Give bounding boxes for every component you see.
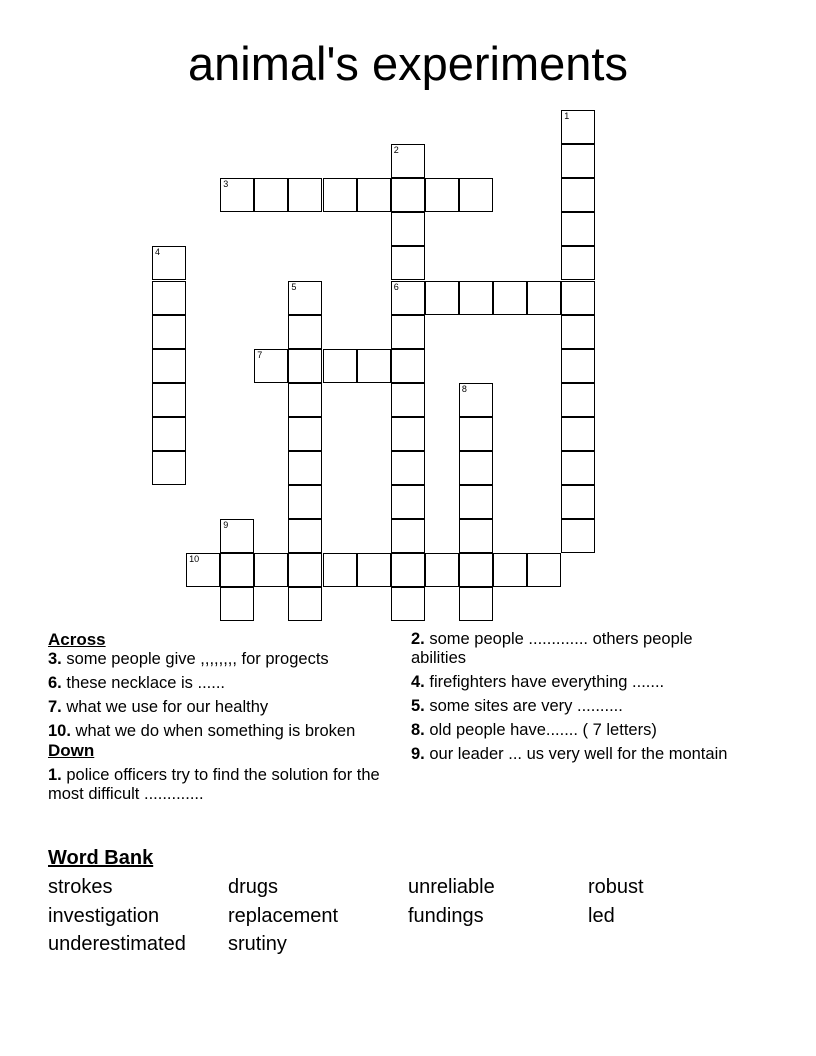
grid-cell[interactable]	[220, 519, 254, 553]
grid-cell[interactable]	[493, 553, 527, 587]
grid-cell[interactable]	[288, 417, 322, 451]
grid-cell[interactable]	[561, 417, 595, 451]
grid-cell[interactable]	[288, 281, 322, 315]
grid-cell[interactable]	[561, 212, 595, 246]
grid-cell[interactable]	[459, 281, 493, 315]
clues-left-column	[48, 630, 388, 809]
grid-cell[interactable]	[527, 281, 561, 315]
grid-cell[interactable]	[254, 178, 288, 212]
grid-cell[interactable]	[459, 383, 493, 417]
clue-text: firefighters have everything .......	[429, 673, 665, 691]
grid-cell[interactable]	[425, 281, 459, 315]
clue-number: 7.	[48, 698, 62, 716]
clue-number: 2.	[411, 630, 425, 648]
grid-cell[interactable]	[391, 281, 425, 315]
clue-number-label: 4	[155, 247, 161, 258]
grid-cell[interactable]	[561, 144, 595, 178]
grid-cell[interactable]	[186, 553, 220, 587]
down-clue	[411, 721, 731, 740]
down-clue	[411, 673, 731, 692]
grid-cell[interactable]	[288, 315, 322, 349]
clue-text: some people give ,,,,,,,, for progects	[66, 650, 329, 668]
grid-cell[interactable]	[152, 281, 186, 315]
grid-cell[interactable]	[288, 349, 322, 383]
grid-cell[interactable]	[357, 178, 391, 212]
word-bank-word: unreliable	[408, 876, 495, 898]
clue-text: some people ............. others people abilities	[411, 630, 693, 667]
grid-cell[interactable]	[357, 349, 391, 383]
grid-cell[interactable]	[323, 553, 357, 587]
grid-cell[interactable]	[561, 349, 595, 383]
word-bank-word: strokes	[48, 876, 113, 898]
word-bank-word: led	[588, 905, 615, 927]
clue-number: 6.	[48, 674, 62, 692]
across-clue	[48, 650, 388, 669]
grid-cell[interactable]	[459, 417, 493, 451]
clue-number: 8.	[411, 721, 425, 739]
clues-right-column	[411, 630, 731, 769]
grid-cell[interactable]	[288, 178, 322, 212]
word-bank-word: robust	[588, 876, 644, 898]
grid-cell[interactable]	[391, 144, 425, 178]
clue-number-label: 8	[461, 383, 467, 394]
clue-number-label: 2	[393, 145, 399, 156]
clue-number: 3.	[48, 650, 62, 668]
grid-cell[interactable]	[288, 383, 322, 417]
grid-cell[interactable]	[391, 417, 425, 451]
down-clue	[411, 697, 731, 716]
grid-cell[interactable]	[459, 451, 493, 485]
grid-cell[interactable]	[152, 349, 186, 383]
grid-cell[interactable]	[561, 110, 595, 144]
grid-cell[interactable]	[527, 553, 561, 587]
clue-number-label: 9	[223, 520, 229, 531]
clue-text: some sites are very ..........	[429, 697, 623, 715]
word-bank-word: srutiny	[228, 933, 287, 955]
grid-cell[interactable]	[459, 178, 493, 212]
clue-number-label: 3	[223, 179, 229, 190]
clue-number-label: 6	[393, 281, 399, 292]
word-bank-title: Word Bank	[48, 847, 154, 869]
clue-text: our leader ... us very well for the montain	[429, 745, 728, 763]
grid-cell[interactable]	[220, 587, 254, 621]
clue-number: 10.	[48, 722, 71, 740]
grid-cell[interactable]	[459, 553, 493, 587]
grid-cell[interactable]	[391, 178, 425, 212]
puzzle-title: animal's experiments	[188, 37, 628, 90]
down-clue	[411, 745, 731, 764]
word-bank-word: replacement	[228, 905, 339, 927]
grid-cell[interactable]	[459, 485, 493, 519]
clue-text: old people have....... ( 7 letters)	[429, 721, 657, 739]
across-clue	[48, 722, 388, 741]
grid-cell[interactable]	[220, 178, 254, 212]
clue-number-label: 1	[564, 111, 570, 121]
across-heading: Across	[48, 630, 106, 649]
grid-cell[interactable]	[391, 485, 425, 519]
grid-cell[interactable]	[152, 383, 186, 417]
clue-number: 1.	[48, 766, 62, 784]
grid-cell[interactable]	[561, 178, 595, 212]
grid-cell[interactable]	[561, 315, 595, 349]
grid-cell[interactable]	[425, 178, 459, 212]
grid-cell[interactable]	[561, 485, 595, 519]
word-bank-word: fundings	[408, 905, 484, 927]
down-clue	[411, 630, 731, 668]
clue-text: what we use for our healthy	[66, 698, 269, 716]
grid-cell[interactable]	[459, 519, 493, 553]
grid-cell[interactable]	[391, 587, 425, 621]
down-heading: Down	[48, 741, 95, 760]
grid-cell[interactable]	[391, 349, 425, 383]
grid-cell[interactable]	[323, 178, 357, 212]
down-clue	[48, 766, 388, 804]
clue-number-label: 10	[189, 554, 200, 565]
grid-cell[interactable]	[152, 417, 186, 451]
grid-cell[interactable]	[425, 553, 459, 587]
grid-cell[interactable]	[561, 246, 595, 280]
grid-cell[interactable]	[288, 587, 322, 621]
clue-number-label: 7	[257, 349, 263, 360]
clue-number: 4.	[411, 673, 425, 691]
grid-cell[interactable]	[254, 349, 288, 383]
grid-cell[interactable]	[391, 383, 425, 417]
grid-cell[interactable]	[391, 246, 425, 280]
grid-cell[interactable]	[323, 349, 357, 383]
grid-cell[interactable]	[152, 246, 186, 280]
clue-number-label: 5	[291, 281, 297, 292]
grid-cell[interactable]	[561, 281, 595, 315]
grid-cell[interactable]	[561, 383, 595, 417]
grid-cell[interactable]	[561, 519, 595, 553]
grid-cell[interactable]	[288, 485, 322, 519]
grid-cell[interactable]	[152, 315, 186, 349]
grid-cell[interactable]	[391, 553, 425, 587]
grid-cell[interactable]	[288, 451, 322, 485]
grid-cell[interactable]	[288, 553, 322, 587]
grid-cell[interactable]	[288, 519, 322, 553]
grid-cell[interactable]	[391, 315, 425, 349]
word-bank-word: investigation	[48, 905, 160, 927]
grid-cell[interactable]	[357, 553, 391, 587]
word-bank-word: underestimated	[48, 933, 186, 955]
grid-cell[interactable]	[391, 519, 425, 553]
grid-cell[interactable]	[220, 553, 254, 587]
grid-cell[interactable]	[254, 553, 288, 587]
grid-cell[interactable]	[459, 587, 493, 621]
grid-cell[interactable]	[561, 451, 595, 485]
clue-number: 9.	[411, 745, 425, 763]
word-bank-word: drugs	[228, 876, 279, 898]
clue-text: these necklace is ......	[66, 674, 226, 692]
across-clue	[48, 698, 388, 717]
grid-cell[interactable]	[152, 451, 186, 485]
grid-cell[interactable]	[391, 451, 425, 485]
across-clue	[48, 674, 388, 693]
clue-text: what we do when something is broken	[75, 722, 356, 740]
grid-cell[interactable]	[493, 281, 527, 315]
clue-number: 5.	[411, 697, 425, 715]
clue-text: police officers try to find the solution for the most difficult .............	[48, 766, 380, 803]
grid-cell[interactable]	[391, 212, 425, 246]
